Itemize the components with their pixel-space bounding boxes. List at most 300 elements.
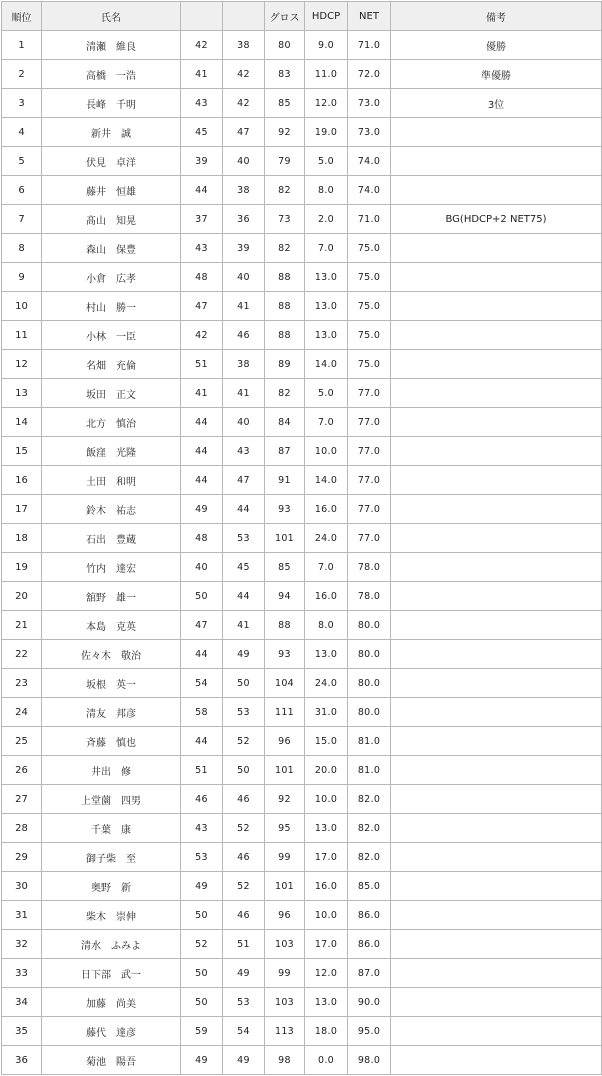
name-cell: 上堂薗 四男 (42, 785, 181, 814)
back-nine-cell: 49 (223, 959, 265, 988)
name-cell: 坂田 正文 (42, 379, 181, 408)
back-nine-cell: 46 (223, 901, 265, 930)
net-cell: 87.0 (348, 959, 391, 988)
hdcp-cell: 12.0 (305, 89, 348, 118)
net-cell: 77.0 (348, 495, 391, 524)
gross-cell: 88 (265, 321, 305, 350)
remarks-cell (391, 176, 602, 205)
back-nine-cell: 40 (223, 147, 265, 176)
table-row (2, 60, 602, 89)
name-cell: 井出 修 (42, 756, 181, 785)
remarks-cell (391, 756, 602, 785)
net-cell: 81.0 (348, 727, 391, 756)
table-row (2, 1017, 602, 1046)
name-cell: 坂根 英一 (42, 669, 181, 698)
gross-cell: 82 (265, 234, 305, 263)
table-row (2, 205, 602, 234)
rank-cell: 33 (2, 959, 42, 988)
front-nine-cell: 44 (181, 437, 223, 466)
gross-cell: 87 (265, 437, 305, 466)
rank-cell: 21 (2, 611, 42, 640)
back-nine-cell: 53 (223, 698, 265, 727)
hdcp-cell: 17.0 (305, 930, 348, 959)
name-cell: 森山 保豊 (42, 234, 181, 263)
header-net: NET (348, 2, 391, 31)
front-nine-cell: 49 (181, 872, 223, 901)
remarks-cell: 3位 (391, 89, 602, 118)
rank-cell: 22 (2, 640, 42, 669)
hdcp-cell: 7.0 (305, 234, 348, 263)
net-cell: 75.0 (348, 263, 391, 292)
front-nine-cell: 44 (181, 727, 223, 756)
gross-cell: 85 (265, 553, 305, 582)
rank-cell: 4 (2, 118, 42, 147)
gross-cell: 89 (265, 350, 305, 379)
rank-cell: 26 (2, 756, 42, 785)
front-nine-cell: 41 (181, 60, 223, 89)
net-cell: 72.0 (348, 60, 391, 89)
front-nine-cell: 44 (181, 176, 223, 205)
front-nine-cell: 37 (181, 205, 223, 234)
back-nine-cell: 54 (223, 1017, 265, 1046)
name-cell: 藤井 恒雄 (42, 176, 181, 205)
table-row (2, 930, 602, 959)
net-cell: 85.0 (348, 872, 391, 901)
gross-cell: 95 (265, 814, 305, 843)
remarks-cell (391, 118, 602, 147)
net-cell: 75.0 (348, 234, 391, 263)
table-row (2, 176, 602, 205)
hdcp-cell: 13.0 (305, 321, 348, 350)
rank-cell: 23 (2, 669, 42, 698)
gross-cell: 104 (265, 669, 305, 698)
remarks-cell (391, 408, 602, 437)
table-row (2, 234, 602, 263)
front-nine-cell: 45 (181, 118, 223, 147)
gross-cell: 80 (265, 31, 305, 60)
name-cell: 奥野 新 (42, 872, 181, 901)
rank-cell: 13 (2, 379, 42, 408)
table-row (2, 408, 602, 437)
remarks-cell (391, 292, 602, 321)
rank-cell: 3 (2, 89, 42, 118)
front-nine-cell: 51 (181, 350, 223, 379)
remarks-cell (391, 843, 602, 872)
hdcp-cell: 24.0 (305, 669, 348, 698)
net-cell: 73.0 (348, 89, 391, 118)
gross-cell: 113 (265, 1017, 305, 1046)
back-nine-cell: 41 (223, 379, 265, 408)
net-cell: 82.0 (348, 843, 391, 872)
table-row (2, 379, 602, 408)
rank-cell: 28 (2, 814, 42, 843)
hdcp-cell: 9.0 (305, 31, 348, 60)
name-cell: 斉藤 慎也 (42, 727, 181, 756)
back-nine-cell: 46 (223, 321, 265, 350)
remarks-cell (391, 785, 602, 814)
front-nine-cell: 47 (181, 292, 223, 321)
back-nine-cell: 49 (223, 640, 265, 669)
gross-cell: 96 (265, 727, 305, 756)
back-nine-cell: 39 (223, 234, 265, 263)
back-nine-cell: 49 (223, 1046, 265, 1075)
rank-cell: 20 (2, 582, 42, 611)
rank-cell: 24 (2, 698, 42, 727)
net-cell: 82.0 (348, 814, 391, 843)
back-nine-cell: 44 (223, 495, 265, 524)
name-cell: 本島 克英 (42, 611, 181, 640)
front-nine-cell: 58 (181, 698, 223, 727)
rank-cell: 16 (2, 466, 42, 495)
name-cell: 御子柴 至 (42, 843, 181, 872)
net-cell: 78.0 (348, 582, 391, 611)
hdcp-cell: 7.0 (305, 553, 348, 582)
back-nine-cell: 47 (223, 466, 265, 495)
table-row (2, 901, 602, 930)
gross-cell: 93 (265, 495, 305, 524)
net-cell: 74.0 (348, 147, 391, 176)
name-cell: 柴木 崇伸 (42, 901, 181, 930)
back-nine-cell: 41 (223, 292, 265, 321)
gross-cell: 101 (265, 524, 305, 553)
hdcp-cell: 10.0 (305, 785, 348, 814)
name-cell: 土田 和明 (42, 466, 181, 495)
name-cell: 竹内 達宏 (42, 553, 181, 582)
remarks-cell (391, 147, 602, 176)
net-cell: 78.0 (348, 553, 391, 582)
name-cell: 石出 豊蔵 (42, 524, 181, 553)
net-cell: 71.0 (348, 31, 391, 60)
gross-cell: 103 (265, 930, 305, 959)
front-nine-cell: 53 (181, 843, 223, 872)
rank-cell: 2 (2, 60, 42, 89)
name-cell: 新井 誠 (42, 118, 181, 147)
table-row (2, 988, 602, 1017)
net-cell: 77.0 (348, 466, 391, 495)
name-cell: 千葉 康 (42, 814, 181, 843)
header-hdcp: HDCP (305, 2, 348, 31)
table-row (2, 785, 602, 814)
hdcp-cell: 2.0 (305, 205, 348, 234)
hdcp-cell: 13.0 (305, 292, 348, 321)
front-nine-cell: 42 (181, 31, 223, 60)
front-nine-cell: 42 (181, 321, 223, 350)
gross-cell: 88 (265, 611, 305, 640)
name-cell: 佐々木 敬治 (42, 640, 181, 669)
gross-cell: 103 (265, 988, 305, 1017)
table-row (2, 814, 602, 843)
table-row (2, 872, 602, 901)
remarks-cell (391, 959, 602, 988)
back-nine-cell: 47 (223, 118, 265, 147)
front-nine-cell: 48 (181, 263, 223, 292)
name-cell: 菊池 陽吾 (42, 1046, 181, 1075)
front-nine-cell: 46 (181, 785, 223, 814)
net-cell: 75.0 (348, 350, 391, 379)
hdcp-cell: 11.0 (305, 60, 348, 89)
front-nine-cell: 44 (181, 640, 223, 669)
remarks-cell (391, 814, 602, 843)
hdcp-cell: 5.0 (305, 379, 348, 408)
remarks-cell (391, 379, 602, 408)
remarks-cell (391, 698, 602, 727)
rank-cell: 18 (2, 524, 42, 553)
net-cell: 95.0 (348, 1017, 391, 1046)
gross-cell: 99 (265, 959, 305, 988)
remarks-cell (391, 466, 602, 495)
front-nine-cell: 43 (181, 234, 223, 263)
table-row (2, 147, 602, 176)
header-row (2, 2, 602, 31)
gross-cell: 99 (265, 843, 305, 872)
hdcp-cell: 20.0 (305, 756, 348, 785)
name-cell: 長峰 千明 (42, 89, 181, 118)
gross-cell: 73 (265, 205, 305, 234)
rank-cell: 27 (2, 785, 42, 814)
remarks-cell: 優勝 (391, 31, 602, 60)
name-cell: 藤代 達彦 (42, 1017, 181, 1046)
front-nine-cell: 44 (181, 466, 223, 495)
rank-cell: 29 (2, 843, 42, 872)
hdcp-cell: 16.0 (305, 582, 348, 611)
front-nine-cell: 48 (181, 524, 223, 553)
front-nine-cell: 49 (181, 495, 223, 524)
remarks-cell (391, 727, 602, 756)
front-nine-cell: 52 (181, 930, 223, 959)
rank-cell: 34 (2, 988, 42, 1017)
back-nine-cell: 43 (223, 437, 265, 466)
net-cell: 80.0 (348, 640, 391, 669)
name-cell: 小倉 広孝 (42, 263, 181, 292)
remarks-cell (391, 640, 602, 669)
remarks-cell (391, 437, 602, 466)
net-cell: 82.0 (348, 785, 391, 814)
front-nine-cell: 49 (181, 1046, 223, 1075)
remarks-cell (391, 611, 602, 640)
name-cell: 飯窪 光隆 (42, 437, 181, 466)
name-cell: 村山 勝一 (42, 292, 181, 321)
rank-cell: 1 (2, 31, 42, 60)
table-row (2, 553, 602, 582)
table-row (2, 118, 602, 147)
rank-cell: 7 (2, 205, 42, 234)
remarks-cell (391, 930, 602, 959)
net-cell: 90.0 (348, 988, 391, 1017)
gross-cell: 101 (265, 756, 305, 785)
name-cell: 日下部 武一 (42, 959, 181, 988)
gross-cell: 98 (265, 1046, 305, 1075)
rank-cell: 8 (2, 234, 42, 263)
front-nine-cell: 41 (181, 379, 223, 408)
name-cell: 清瀬 維良 (42, 31, 181, 60)
hdcp-cell: 5.0 (305, 147, 348, 176)
gross-cell: 82 (265, 176, 305, 205)
back-nine-cell: 40 (223, 408, 265, 437)
name-cell: 小林 一臣 (42, 321, 181, 350)
back-nine-cell: 52 (223, 814, 265, 843)
front-nine-cell: 39 (181, 147, 223, 176)
rank-cell: 32 (2, 930, 42, 959)
front-nine-cell: 54 (181, 669, 223, 698)
net-cell: 75.0 (348, 321, 391, 350)
remarks-cell (391, 1046, 602, 1075)
table-row (2, 466, 602, 495)
remarks-cell (391, 582, 602, 611)
back-nine-cell: 38 (223, 350, 265, 379)
front-nine-cell: 51 (181, 756, 223, 785)
table-row (2, 321, 602, 350)
net-cell: 86.0 (348, 930, 391, 959)
hdcp-cell: 16.0 (305, 872, 348, 901)
name-cell: 高橋 一浩 (42, 60, 181, 89)
back-nine-cell: 50 (223, 669, 265, 698)
back-nine-cell: 46 (223, 785, 265, 814)
remarks-cell (391, 321, 602, 350)
net-cell: 81.0 (348, 756, 391, 785)
table-row (2, 263, 602, 292)
header-rank: 順位 (2, 2, 42, 31)
name-cell: 鈴木 祐志 (42, 495, 181, 524)
back-nine-cell: 38 (223, 176, 265, 205)
gross-cell: 88 (265, 263, 305, 292)
net-cell: 80.0 (348, 698, 391, 727)
table-row (2, 292, 602, 321)
hdcp-cell: 7.0 (305, 408, 348, 437)
rank-cell: 14 (2, 408, 42, 437)
rank-cell: 15 (2, 437, 42, 466)
gross-cell: 79 (265, 147, 305, 176)
hdcp-cell: 14.0 (305, 466, 348, 495)
rank-cell: 25 (2, 727, 42, 756)
gross-cell: 101 (265, 872, 305, 901)
back-nine-cell: 51 (223, 930, 265, 959)
table-row (2, 582, 602, 611)
net-cell: 86.0 (348, 901, 391, 930)
gross-cell: 84 (265, 408, 305, 437)
front-nine-cell: 47 (181, 611, 223, 640)
front-nine-cell: 50 (181, 959, 223, 988)
hdcp-cell: 13.0 (305, 263, 348, 292)
table-row (2, 756, 602, 785)
front-nine-cell: 44 (181, 408, 223, 437)
gross-cell: 92 (265, 785, 305, 814)
back-nine-cell: 42 (223, 60, 265, 89)
header-remarks: 備考 (391, 2, 602, 31)
front-nine-cell: 40 (181, 553, 223, 582)
back-nine-cell: 36 (223, 205, 265, 234)
net-cell: 74.0 (348, 176, 391, 205)
gross-cell: 82 (265, 379, 305, 408)
name-cell: 伏見 卓洋 (42, 147, 181, 176)
name-cell: 加藤 尚美 (42, 988, 181, 1017)
remarks-cell (391, 350, 602, 379)
table-row (2, 727, 602, 756)
net-cell: 77.0 (348, 408, 391, 437)
rank-cell: 9 (2, 263, 42, 292)
front-nine-cell: 43 (181, 89, 223, 118)
table-row (2, 640, 602, 669)
hdcp-cell: 0.0 (305, 1046, 348, 1075)
back-nine-cell: 46 (223, 843, 265, 872)
name-cell: 名畑 充倫 (42, 350, 181, 379)
net-cell: 98.0 (348, 1046, 391, 1075)
back-nine-cell: 53 (223, 524, 265, 553)
remarks-cell (391, 263, 602, 292)
table-row (2, 669, 602, 698)
name-cell: 舘野 雄一 (42, 582, 181, 611)
remarks-cell (391, 988, 602, 1017)
gross-cell: 94 (265, 582, 305, 611)
hdcp-cell: 19.0 (305, 118, 348, 147)
remarks-cell (391, 1017, 602, 1046)
rank-cell: 5 (2, 147, 42, 176)
gross-cell: 111 (265, 698, 305, 727)
back-nine-cell: 45 (223, 553, 265, 582)
net-cell: 77.0 (348, 379, 391, 408)
back-nine-cell: 44 (223, 582, 265, 611)
gross-cell: 91 (265, 466, 305, 495)
header-front-nine (181, 2, 223, 31)
remarks-cell (391, 669, 602, 698)
table-row (2, 843, 602, 872)
net-cell: 71.0 (348, 205, 391, 234)
hdcp-cell: 18.0 (305, 1017, 348, 1046)
remarks-cell (391, 495, 602, 524)
hdcp-cell: 24.0 (305, 524, 348, 553)
hdcp-cell: 12.0 (305, 959, 348, 988)
hdcp-cell: 13.0 (305, 640, 348, 669)
hdcp-cell: 10.0 (305, 437, 348, 466)
back-nine-cell: 41 (223, 611, 265, 640)
remarks-cell: BG(HDCP+2 NET75) (391, 205, 602, 234)
net-cell: 80.0 (348, 611, 391, 640)
name-cell: 清水 ふみよ (42, 930, 181, 959)
front-nine-cell: 50 (181, 901, 223, 930)
net-cell: 75.0 (348, 292, 391, 321)
rank-cell: 12 (2, 350, 42, 379)
table-row (2, 495, 602, 524)
hdcp-cell: 8.0 (305, 611, 348, 640)
hdcp-cell: 8.0 (305, 176, 348, 205)
table-row (2, 31, 602, 60)
table-row (2, 524, 602, 553)
front-nine-cell: 43 (181, 814, 223, 843)
rank-cell: 30 (2, 872, 42, 901)
remarks-cell (391, 524, 602, 553)
table-row (2, 350, 602, 379)
gross-cell: 88 (265, 292, 305, 321)
gross-cell: 93 (265, 640, 305, 669)
front-nine-cell: 59 (181, 1017, 223, 1046)
gross-cell: 83 (265, 60, 305, 89)
hdcp-cell: 14.0 (305, 350, 348, 379)
back-nine-cell: 50 (223, 756, 265, 785)
rank-cell: 35 (2, 1017, 42, 1046)
results-table (1, 1, 602, 1075)
header-gross: グロス (265, 2, 305, 31)
hdcp-cell: 16.0 (305, 495, 348, 524)
rank-cell: 36 (2, 1046, 42, 1075)
back-nine-cell: 42 (223, 89, 265, 118)
rank-cell: 11 (2, 321, 42, 350)
back-nine-cell: 53 (223, 988, 265, 1017)
rank-cell: 19 (2, 553, 42, 582)
net-cell: 77.0 (348, 524, 391, 553)
remarks-cell (391, 872, 602, 901)
net-cell: 73.0 (348, 118, 391, 147)
rank-cell: 10 (2, 292, 42, 321)
table-row (2, 437, 602, 466)
